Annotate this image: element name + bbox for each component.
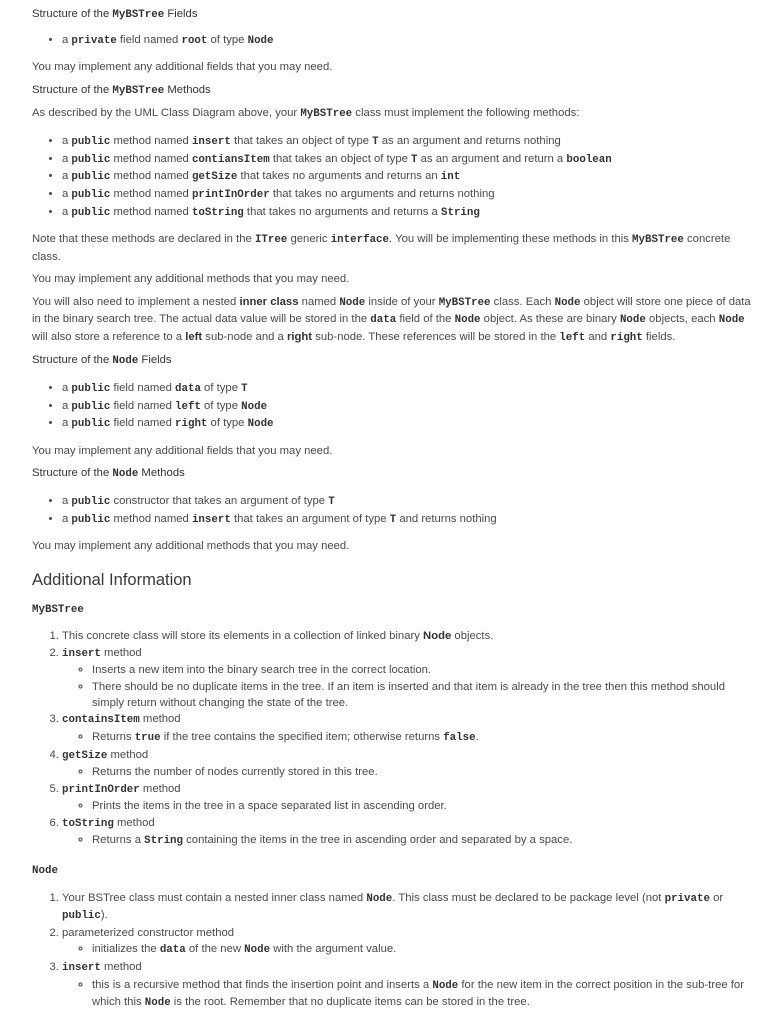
- inline-code: interface: [330, 234, 390, 247]
- inline-code: MyBSTree: [632, 234, 684, 247]
- text-run: method named: [110, 152, 192, 165]
- inline-code: containsItem: [62, 714, 140, 727]
- inline-code: left: [175, 400, 201, 413]
- list-item: [62, 925, 752, 959]
- text-run: Methods: [138, 467, 185, 480]
- inner-class-paragraph: [32, 294, 752, 347]
- text-run: with the argument value.: [270, 943, 397, 956]
- text-run: right: [286, 330, 313, 343]
- inline-code: public: [71, 383, 111, 396]
- list-item: [62, 398, 752, 416]
- sub-item: ◦ There should be no duplicate items in the tree. If an item is inserted and that item is already in the tree then this method should simply return without changing the state of the tree.: [92, 679, 752, 712]
- list-item: [62, 511, 752, 529]
- text-run: . This class must be declared to be package level (not: [392, 891, 665, 904]
- methods-note: You may implement any additional methods that you may need.: [32, 273, 350, 286]
- text-run: Returns: [92, 731, 135, 744]
- inline-code: insert: [62, 647, 101, 660]
- text-run: that takes no arguments and returns an: [237, 170, 441, 183]
- text-run: a: [62, 382, 72, 395]
- text-run: containing the items in the tree in ascending order and separated by a space.: [183, 834, 573, 847]
- text-run: a: [62, 33, 72, 46]
- inline-code: printInOrder: [191, 188, 270, 201]
- text-run: Node: [423, 630, 452, 643]
- inline-code: public: [71, 418, 111, 431]
- text-run: as an argument and return a: [417, 152, 567, 165]
- node-methods-list: [32, 493, 752, 528]
- list-item: [62, 890, 752, 925]
- text-run: method: [107, 748, 149, 761]
- inline-code: Node: [554, 296, 581, 309]
- text-run: and returns nothing: [396, 512, 497, 525]
- mybstree-fields-heading: [32, 6, 752, 24]
- inline-code: MyBSTree: [112, 84, 165, 97]
- sub-item: [92, 977, 752, 1012]
- node-requirements-list: [32, 890, 752, 1012]
- sub-item: [92, 832, 752, 850]
- inline-code: printInOrder: [62, 783, 140, 796]
- sub-item: [92, 941, 752, 959]
- node-label: Node: [32, 864, 58, 877]
- text-run: As described by the UML Class Diagram above, your: [32, 107, 301, 120]
- text-run: Fields: [138, 354, 172, 367]
- text-run: method: [139, 713, 181, 726]
- text-run: or: [709, 891, 724, 904]
- text-run: parameterized constructor method: [62, 926, 235, 939]
- inline-code: public: [71, 496, 111, 509]
- mybstree-requirements-list: [32, 628, 752, 850]
- heading-text: Fields: [164, 8, 198, 20]
- inline-code: data: [370, 314, 397, 327]
- text-run: that takes no arguments and returns nothing: [269, 187, 495, 200]
- text-run: will also store a reference to a: [32, 330, 186, 343]
- list-item: [62, 32, 752, 50]
- text-run: Structure of the: [32, 83, 113, 96]
- inline-code: root: [181, 34, 208, 47]
- inline-code: toString: [191, 206, 244, 219]
- text-run: fields.: [642, 330, 676, 343]
- text-run: field named: [110, 399, 175, 412]
- text-run: objects, each: [645, 313, 719, 326]
- text-run: You will also need to implement a nested: [32, 295, 240, 308]
- text-run: a: [62, 399, 72, 412]
- text-run: This concrete class will store its elements in a collection of linked binary: [62, 630, 424, 643]
- text-run: concrete class.: [32, 233, 731, 263]
- text-run: Structure of the: [32, 467, 113, 480]
- inline-code: contiansItem: [191, 153, 270, 166]
- text-run: method named: [110, 170, 192, 183]
- list-item: [62, 168, 752, 186]
- heading-text: Structure of the: [32, 8, 113, 20]
- list-item: [62, 645, 752, 712]
- text-run: Structure of the: [32, 354, 113, 367]
- inline-code: getSize: [62, 749, 108, 762]
- text-run: of type: [207, 33, 248, 46]
- text-run: . You will be implementing these methods in this: [389, 233, 633, 246]
- text-run: of type: [200, 382, 242, 395]
- text-run: method: [100, 646, 142, 659]
- text-run: constructor that takes an argument of type: [110, 495, 329, 508]
- list-item: [62, 151, 752, 169]
- text-run: field named: [110, 382, 175, 395]
- text-run: a: [62, 495, 72, 508]
- list-item: [62, 493, 752, 511]
- inline-code: insert: [62, 961, 101, 974]
- methods-intro: [32, 105, 752, 123]
- heading-code: MyBSTree: [112, 9, 165, 21]
- inline-code: toString: [62, 817, 114, 830]
- inline-code: public: [62, 910, 101, 923]
- inline-code: String: [144, 835, 184, 848]
- text-run: that takes no arguments and returns a: [243, 205, 441, 218]
- node-methods-heading: [32, 465, 752, 483]
- inline-code: Node: [144, 997, 171, 1010]
- sub-item: ◦ Returns the number of nodes currently stored in this tree.: [92, 764, 752, 780]
- text-run: field of the: [396, 313, 455, 326]
- text-run: left: [185, 330, 203, 343]
- text-run: class. Each: [490, 295, 555, 308]
- text-run: that takes an object of type: [230, 134, 373, 147]
- node-fields-note: You may implement any additional fields that you may need.: [32, 445, 333, 458]
- inline-code: Node: [247, 34, 274, 47]
- inline-code: Node: [112, 355, 139, 368]
- inline-code: public: [71, 400, 111, 413]
- text-run: Returns a: [92, 834, 145, 847]
- text-run: method: [139, 782, 181, 795]
- list-item: [62, 781, 752, 815]
- interface-note: [32, 231, 752, 265]
- node-fields-list: [32, 380, 752, 433]
- text-run: method: [100, 960, 142, 973]
- text-run: named: [298, 295, 340, 308]
- text-run: a: [62, 512, 72, 525]
- inline-code: insert: [191, 135, 231, 148]
- inline-code: data: [159, 944, 186, 957]
- list-item: [62, 959, 752, 1012]
- inline-code: private: [664, 892, 710, 905]
- list-item: [62, 415, 752, 433]
- text-run: ).: [100, 909, 108, 922]
- mybstree-label: MyBSTree: [32, 603, 84, 616]
- text-run: Note that these methods are declared in the: [32, 233, 255, 246]
- inline-code: right: [175, 418, 208, 431]
- inline-code: data: [175, 383, 201, 396]
- text-run: object. As these are binary: [480, 313, 620, 326]
- text-run: class must implement the following methods:: [352, 107, 580, 120]
- text-run: inside of your: [365, 295, 439, 308]
- inline-code: public: [71, 135, 111, 148]
- inline-code: Node: [247, 418, 274, 431]
- inline-code: T: [241, 383, 248, 396]
- list-item: [62, 815, 752, 850]
- text-run: for the new item in the correct position in the sub-tree for which this: [92, 978, 744, 1009]
- text-run: Your BSTree class must contain a nested inner class named: [62, 891, 367, 904]
- sub-item: [92, 729, 752, 747]
- text-run: field named: [116, 33, 182, 46]
- text-run: generic: [287, 233, 331, 246]
- mybstree-methods-list: [32, 133, 752, 221]
- inline-code: T: [372, 135, 379, 148]
- text-run: is the root. Remember that no duplicate items can be stored in the tree.: [170, 996, 530, 1009]
- text-run: if the tree contains the specified item; otherwise returns: [160, 731, 444, 744]
- inline-code: getSize: [191, 171, 238, 184]
- inline-code: false: [443, 732, 476, 745]
- inline-code: int: [440, 171, 461, 184]
- text-run: this is a recursive method that finds the insertion point and inserts a: [92, 978, 433, 991]
- list-item: [62, 628, 752, 644]
- inline-code: Node: [718, 314, 745, 327]
- inline-code: public: [71, 513, 111, 526]
- text-run: a: [62, 187, 72, 200]
- text-run: that takes an argument of type: [230, 512, 390, 525]
- sub-item: ◦ Prints the items in the tree in a space separated list in ascending order.: [92, 798, 752, 814]
- inline-code: Node: [454, 314, 481, 327]
- text-run: a: [62, 134, 72, 147]
- text-run: sub-node and a: [202, 330, 287, 343]
- sub-item: ◦ Inserts a new item into the binary search tree in the correct location.: [92, 662, 752, 678]
- text-run: inner class: [239, 295, 299, 308]
- text-run: sub-node. These references will be stored in the: [312, 330, 560, 343]
- inline-code: T: [389, 513, 397, 526]
- text-run: of type: [200, 399, 242, 412]
- inline-code: private: [71, 34, 117, 47]
- list-item: [62, 380, 752, 398]
- text-run: method named: [110, 205, 192, 218]
- node-methods-note: You may implement any additional methods that you may need.: [32, 540, 350, 553]
- inline-code: T: [328, 496, 335, 509]
- text-run: initializes the: [92, 943, 160, 956]
- list-item: [62, 747, 752, 781]
- text-run: field named: [110, 417, 175, 430]
- text-run: Methods: [164, 83, 211, 96]
- inline-code: ITree: [254, 234, 288, 247]
- inline-code: Node: [112, 468, 139, 481]
- inline-code: Node: [244, 944, 271, 957]
- inline-code: Node: [432, 979, 459, 992]
- list-item: [62, 204, 752, 222]
- inline-code: String: [440, 206, 480, 219]
- inline-code: left: [559, 331, 586, 344]
- inline-code: public: [71, 206, 111, 219]
- inline-code: MyBSTree: [438, 296, 491, 309]
- inline-code: public: [71, 188, 111, 201]
- text-run: and: [585, 330, 611, 343]
- inline-code: public: [71, 153, 111, 166]
- inline-code: Node: [241, 400, 268, 413]
- mybstree-fields-list: [32, 32, 752, 50]
- text-run: a: [62, 205, 72, 218]
- text-run: as an argument and returns nothing: [378, 134, 561, 147]
- text-run: objects.: [451, 630, 494, 643]
- inline-code: public: [71, 171, 111, 184]
- list-item: [62, 186, 752, 204]
- inline-code: true: [134, 732, 161, 745]
- text-run: that takes an object of type: [269, 152, 412, 165]
- inline-code: T: [411, 153, 418, 166]
- text-run: of the new: [185, 943, 245, 956]
- list-item: [62, 133, 752, 151]
- text-run: method named: [110, 512, 192, 525]
- text-run: of type: [207, 417, 248, 430]
- text-run: object will store one piece of data in the binary search tree. The actual data value will be stored in the: [32, 295, 751, 326]
- node-fields-heading: [32, 352, 752, 370]
- additional-info-title: Additional Information: [32, 570, 192, 589]
- text-run: a: [62, 417, 72, 430]
- text-run: method named: [110, 134, 192, 147]
- text-run: method named: [110, 187, 192, 200]
- fields-note: You may implement any additional fields that you may need.: [32, 61, 333, 74]
- text-run: method: [113, 816, 155, 829]
- inline-code: Node: [619, 314, 646, 327]
- text-run: a: [62, 170, 72, 183]
- text-run: .: [475, 731, 479, 744]
- inline-code: MyBSTree: [300, 108, 353, 121]
- inline-code: insert: [191, 513, 231, 526]
- mybstree-methods-heading: [32, 82, 752, 100]
- inline-code: Node: [339, 296, 366, 309]
- list-item: [62, 711, 752, 746]
- text-run: a: [62, 152, 72, 165]
- inline-code: right: [610, 331, 643, 344]
- inline-code: boolean: [566, 153, 612, 166]
- inline-code: Node: [366, 892, 393, 905]
